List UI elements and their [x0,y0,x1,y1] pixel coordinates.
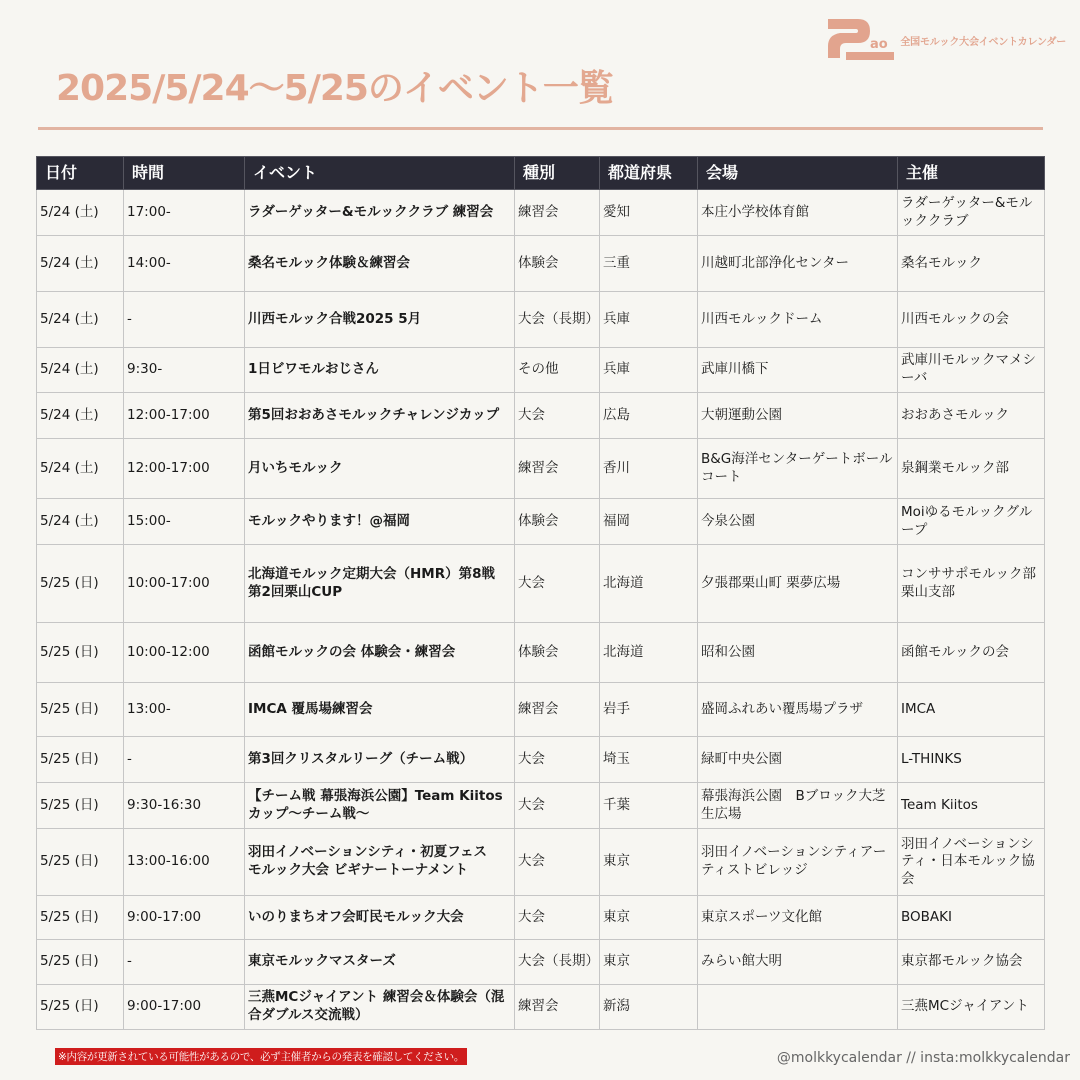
cell-host: IMCA [898,683,1045,737]
brand [826,16,1066,64]
disclaimer-notice: ※内容が更新されている可能性があるので、必ず主催者からの発表を確認してください。 [55,1048,467,1065]
cell-prefecture: 東京 [600,896,698,940]
cell-venue: 川越町北部浄化センター [698,236,898,292]
cell-event: ラダーゲッター&モルッククラブ 練習会 [245,190,515,236]
cell-host: 三燕MCジャイアント [898,985,1045,1030]
cell-host: 東京都モルック協会 [898,940,1045,985]
cell-prefecture: 北海道 [600,623,698,683]
cell-prefecture: 三重 [600,236,698,292]
cell-event: 北海道モルック定期大会（HMR）第8戦 第2回栗山CUP [245,545,515,623]
table-row [37,348,1045,393]
cell-type: その他 [515,348,600,393]
cell-date: 5/24 (土) [37,499,124,545]
page-title: 2025/5/24～5/25のイベント一覧 [56,68,613,109]
cell-time: 15:00- [124,499,245,545]
logo-icon [826,16,896,64]
cell-time: 9:30-16:30 [124,783,245,829]
cell-date: 5/25 (日) [37,940,124,985]
cell-type: 練習会 [515,190,600,236]
cell-prefecture: 岩手 [600,683,698,737]
cell-host: 武庫川モルックマメシーバ [898,348,1045,393]
cell-prefecture: 北海道 [600,545,698,623]
cell-venue: 幕張海浜公園 Bブロック大芝生広場 [698,783,898,829]
cell-type: 大会 [515,783,600,829]
cell-host: 函館モルックの会 [898,623,1045,683]
cell-time: 9:30- [124,348,245,393]
cell-venue: 昭和公園 [698,623,898,683]
cell-event: 川西モルック合戦2025 5月 [245,292,515,348]
cell-venue: 川西モルックドーム [698,292,898,348]
cell-event: モルックやります！@福岡 [245,499,515,545]
cell-venue: 大朝運動公園 [698,393,898,439]
col-header-event: イベント [245,157,515,190]
cell-time: 13:00-16:00 [124,829,245,896]
cell-date: 5/24 (土) [37,292,124,348]
col-header-type: 種別 [515,157,600,190]
cell-venue: 羽田イノベーションシティアーティストビレッジ [698,829,898,896]
table-header-row [37,157,1045,190]
cell-venue: 武庫川橋下 [698,348,898,393]
cell-date: 5/25 (日) [37,829,124,896]
cell-time: 12:00-17:00 [124,393,245,439]
table-row [37,829,1045,896]
cell-type: 体験会 [515,623,600,683]
table-row [37,393,1045,439]
cell-event: 桑名モルック体験＆練習会 [245,236,515,292]
cell-time: 9:00-17:00 [124,985,245,1030]
cell-venue: B&G海洋センターゲートボールコート [698,439,898,499]
cell-event: 第5回おおあさモルックチャレンジカップ [245,393,515,439]
cell-event: 1日ビワモルおじさん [245,348,515,393]
table-row [37,499,1045,545]
cell-host: 桑名モルック [898,236,1045,292]
cell-event: 【チーム戦 幕張海浜公園】Team Kiitosカップ～チーム戦～ [245,783,515,829]
cell-event: 函館モルックの会 体験会・練習会 [245,623,515,683]
cell-host: 川西モルックの会 [898,292,1045,348]
cell-event: IMCA 覆馬場練習会 [245,683,515,737]
cell-venue: 盛岡ふれあい覆馬場プラザ [698,683,898,737]
cell-date: 5/24 (土) [37,393,124,439]
col-header-host: 主催 [898,157,1045,190]
col-header-prefecture: 都道府県 [600,157,698,190]
table-row [37,896,1045,940]
cell-time: 12:00-17:00 [124,439,245,499]
col-header-date: 日付 [37,157,124,190]
cell-type: 大会 [515,737,600,783]
cell-date: 5/24 (土) [37,348,124,393]
table-row [37,236,1045,292]
cell-prefecture: 東京 [600,829,698,896]
cell-host: ラダーゲッター&モルッククラブ [898,190,1045,236]
cell-host: L-THINKS [898,737,1045,783]
cell-prefecture: 千葉 [600,783,698,829]
cell-host: Moiゆるモルックグループ [898,499,1045,545]
cell-prefecture: 愛知 [600,190,698,236]
cell-type: 大会 [515,896,600,940]
cell-time: - [124,292,245,348]
events-table [36,156,1045,1030]
cell-date: 5/25 (日) [37,783,124,829]
cell-event: 月いちモルック [245,439,515,499]
cell-time: - [124,940,245,985]
cell-date: 5/24 (土) [37,236,124,292]
cell-date: 5/24 (土) [37,190,124,236]
cell-type: 体験会 [515,236,600,292]
title-divider [38,127,1043,130]
brand-name: 全国モルック大会イベントカレンダー [900,36,1066,48]
cell-type: 大会 [515,829,600,896]
table-row [37,623,1045,683]
cell-venue: 緑町中央公園 [698,737,898,783]
cell-venue: 夕張郡栗山町 栗夢広場 [698,545,898,623]
cell-time: 14:00- [124,236,245,292]
cell-type: 練習会 [515,985,600,1030]
cell-time: 10:00-17:00 [124,545,245,623]
table-row [37,683,1045,737]
cell-date: 5/25 (日) [37,896,124,940]
svg-text:ao: ao [870,37,889,52]
cell-date: 5/24 (土) [37,439,124,499]
cell-venue: 東京スポーツ文化館 [698,896,898,940]
cell-time: 17:00- [124,190,245,236]
cell-host: コンササポモルック部 栗山支部 [898,545,1045,623]
cell-event: いのりまちオフ会町民モルック大会 [245,896,515,940]
cell-type: 大会 [515,393,600,439]
table-row [37,940,1045,985]
cell-type: 大会 [515,545,600,623]
cell-prefecture: 東京 [600,940,698,985]
cell-venue: 今泉公園 [698,499,898,545]
cell-event: 三燕MCジャイアント 練習会＆体験会（混合ダブルス交流戦） [245,985,515,1030]
cell-date: 5/25 (日) [37,737,124,783]
table-row [37,190,1045,236]
cell-type: 体験会 [515,499,600,545]
cell-type: 練習会 [515,683,600,737]
cell-host: BOBAKI [898,896,1045,940]
table-row [37,985,1045,1030]
cell-type: 練習会 [515,439,600,499]
col-header-time: 時間 [124,157,245,190]
cell-host: おおあさモルック [898,393,1045,439]
cell-time: 13:00- [124,683,245,737]
table-row [37,545,1045,623]
cell-prefecture: 香川 [600,439,698,499]
cell-venue [698,985,898,1030]
table-row [37,439,1045,499]
col-header-venue: 会場 [698,157,898,190]
table-row [37,292,1045,348]
cell-prefecture: 福岡 [600,499,698,545]
cell-time: - [124,737,245,783]
cell-type: 大会（長期） [515,292,600,348]
cell-event: 第3回クリスタルリーグ（チーム戦） [245,737,515,783]
table-row [37,737,1045,783]
cell-time: 9:00-17:00 [124,896,245,940]
cell-prefecture: 兵庫 [600,348,698,393]
cell-date: 5/25 (日) [37,683,124,737]
cell-type: 大会（長期） [515,940,600,985]
cell-prefecture: 埼玉 [600,737,698,783]
cell-prefecture: 広島 [600,393,698,439]
cell-venue: みらい館大明 [698,940,898,985]
cell-time: 10:00-12:00 [124,623,245,683]
social-credit: @molkkycalendar // insta:molkkycalendar [776,1050,1070,1066]
cell-date: 5/25 (日) [37,545,124,623]
cell-date: 5/25 (日) [37,623,124,683]
cell-host: 羽田イノベーションシティ・日本モルック協会 [898,829,1045,896]
cell-prefecture: 兵庫 [600,292,698,348]
cell-date: 5/25 (日) [37,985,124,1030]
table-row [37,783,1045,829]
cell-venue: 本庄小学校体育館 [698,190,898,236]
cell-prefecture: 新潟 [600,985,698,1030]
cell-event: 東京モルックマスターズ [245,940,515,985]
cell-event: 羽田イノベーションシティ・初夏フェス モルック大会 ビギナートーナメント [245,829,515,896]
cell-host: Team Kiitos [898,783,1045,829]
cell-host: 泉鋼業モルック部 [898,439,1045,499]
